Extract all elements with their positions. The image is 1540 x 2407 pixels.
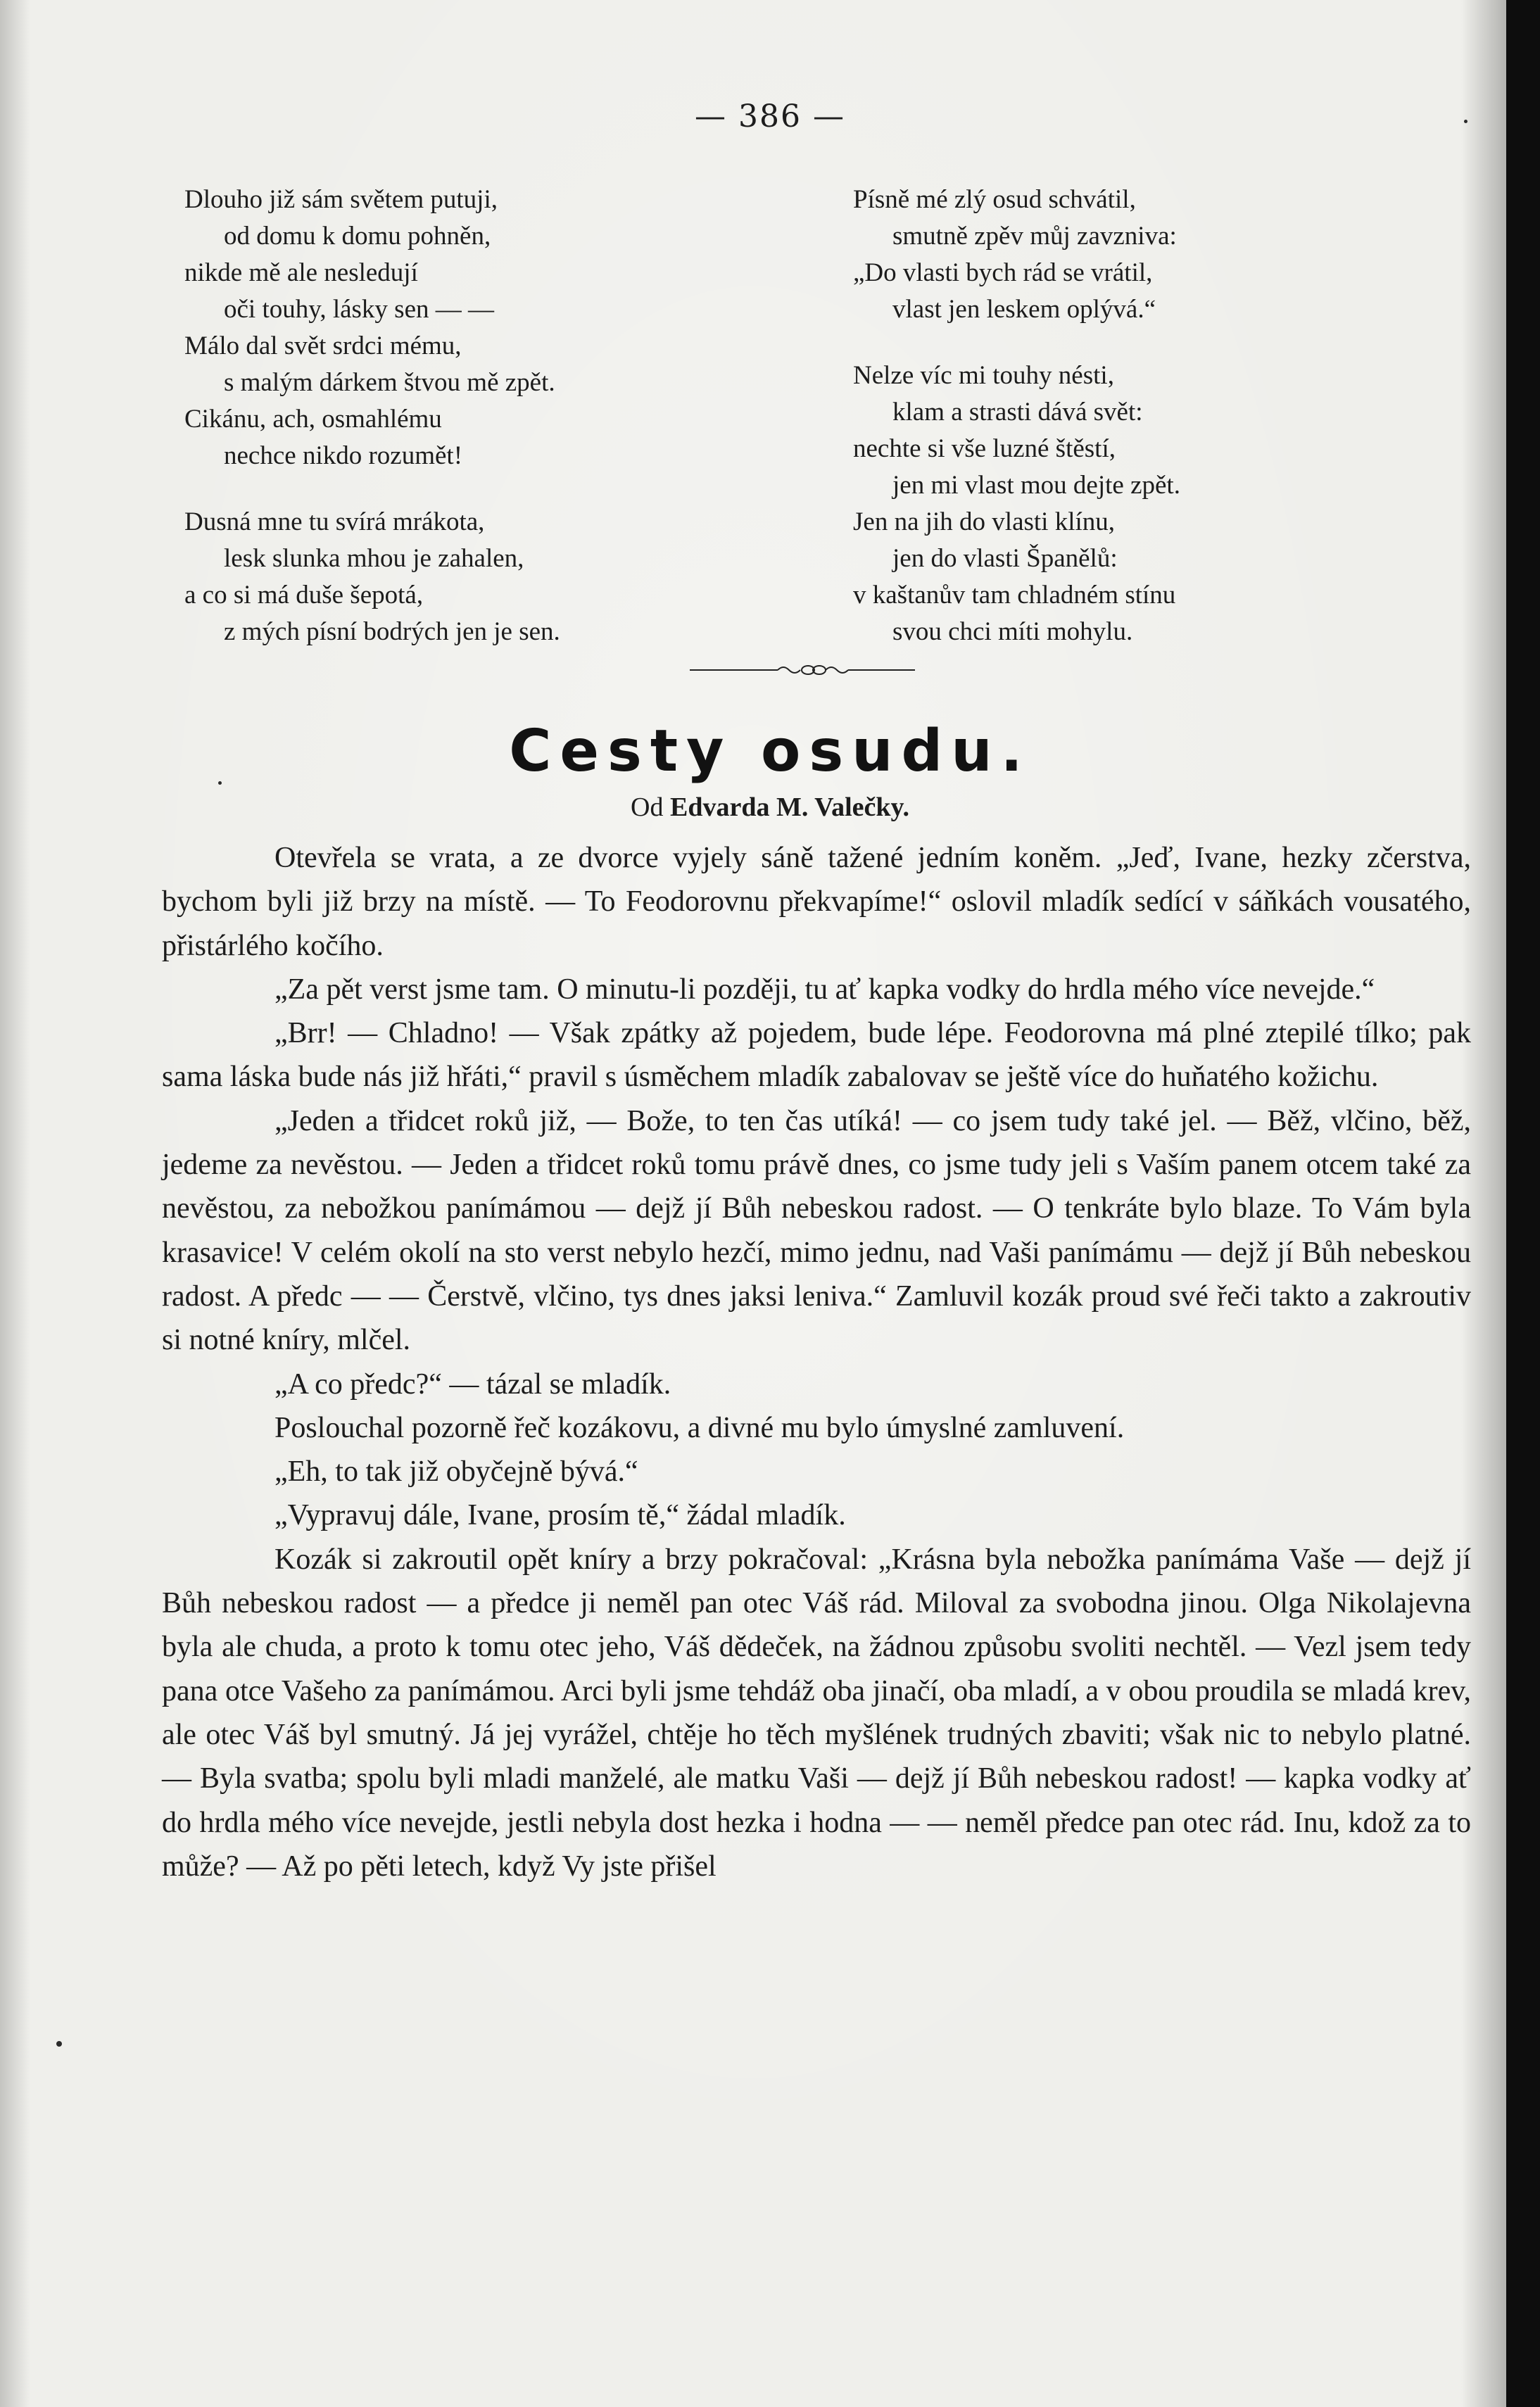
page-number: — 386 — <box>695 99 845 134</box>
poem-line: svou chci míti mohylu. <box>892 617 1133 646</box>
story-paragraph: Poslouchal pozorně řeč kozákovu, a divné mu bylo úmyslné zamluvení. <box>274 1411 1125 1444</box>
story-paragraph: Otevřela se vrata, a ze dvorce vyjely sáně tažené jedním koněm. „Jeď, Ivane, hezky zčerstva, bychom byli již brzy na místě. — To Feodorovnu překvapíme!“ oslovil mladík sedící v sáňkách vousatého, přistárlého kočího. <box>162 842 1471 962</box>
ornament-divider <box>690 662 915 678</box>
story-body <box>162 836 1471 1888</box>
story-paragraph: „Vypravuj dále, Ivane, prosím tě,“ žádal mladík. <box>274 1499 846 1532</box>
story-paragraph: „Jeden a třidcet roků již, — Bože, to ten čas utíká! — co jsem tudy také jel. — Běž, vlčino, běž, jedeme za nevěstou. — Jeden a třidcet roků tomu právě dnes, co jsme tudy jeli s Vaším panem otcem také za nevěstou, za nebožkou panímámou — dejž jí Bůh nebeskou radost. — O tenkráte bylo blaze. To Vám byla krasavice! V celém okolí na sto verst nebylo hezčí, mimo jednu, nad Vaši panímámu — dejž jí Bůh nebeskou radost. A předc — — Čerstvě, vlčino, tys dnes jaksi leniva.“ Zamluvil kozák proud své řeči takto a zakroutiv si notné kníry, mlčel. <box>162 1104 1471 1357</box>
poem-line: nechte si vše luzné štěstí, <box>853 434 1116 463</box>
poem-line: klam a strasti dává svět: <box>892 398 1143 427</box>
poem-line: nechce nikdo rozumět! <box>224 441 463 470</box>
story-paragraph: „A co předc?“ — tázal se mladík. <box>274 1367 671 1401</box>
poem-line: od domu k domu pohněn, <box>224 222 491 251</box>
poem-line: Dlouho již sám světem putuji, <box>184 185 498 214</box>
poem-line: Jen na jih do vlasti klínu, <box>853 507 1116 536</box>
print-speck <box>56 2041 62 2047</box>
poem-line: smutně zpěv můj zavzniva: <box>892 222 1177 251</box>
poem-line: Cikánu, ach, osmahlému <box>184 405 442 434</box>
poem-stanza <box>184 504 705 650</box>
poem-line: Písně mé zlý osud schvátil, <box>853 185 1136 214</box>
story-paragraph: Kozák si zakroutil opět kníry a brzy pokračoval: „Krásna byla nebožka panímáma Vaše — dejž jí Bůh nebeskou radost — a předce ji neměl pan otec Váš rád. Miloval za svobodna jinou. Olga Nikolajevna byla ale chuda, a proto k tomu otec jeho, Váš dědeček, na žádnou způsobu svoliti nechtěl. — Vezl jsem tedy pana otce Vašeho za panímámou. Arci byli jsme tehdáž oba jinačí, oba mladí, a v obou proudila se mladá krev, ale otec Váš byl smutný. Já jej vyrážel, chtěje ho těch myšlének trudných zbaviti; však nic to nebylo platné. — Byla svatba; spolu byli mladi manželé, ale matku Vaši — dejž jí Bůh nebeskou radost! — kapka vodky ať do hrdla mého více nevejde, jestli nebyla dost hezka i hodna — — neměl předce pan otec rád. Inu, kdož za to může? — Až po pěti letech, když Vy jste přišel <box>162 1543 1471 1883</box>
poem-line: lesk slunka mhou je zahalen, <box>224 544 524 573</box>
print-speck <box>1464 120 1468 123</box>
poem-line: oči touhy, lásky sen — — <box>224 295 495 324</box>
story-paragraph: „Za pět verst jsme tam. O minutu-li později, tu ať kapka vodky do hrdla mého více nevejde.“ <box>274 973 1375 1006</box>
poem-stanza <box>184 182 705 474</box>
poem-line: nikde mě ale nesledují <box>184 258 418 287</box>
byline-prefix: Od <box>631 792 664 822</box>
story-paragraph: „Eh, to tak již obyčejně bývá.“ <box>274 1455 638 1489</box>
poem-line: s malým dárkem štvou mě zpět. <box>224 368 555 397</box>
poem-line: Dusná mne tu svírá mrákota, <box>184 507 485 536</box>
poem-line: a co si má duše šepotá, <box>184 581 424 609</box>
story-title: Cesty osudu. <box>509 718 1031 785</box>
poem-line: z mých písní bodrých jen je sen. <box>224 617 560 646</box>
story-paragraph: „Brr! — Chladno! — Však zpátky až pojedem, bude lépe. Feodorovna má plné ztepilé tílko; pak sama láska bude nás již hřáti,“ pravil s úsměchem mladík zabalovav se ještě více do huňatého kožichu. <box>162 1017 1471 1094</box>
poem-line: Málo dal svět srdci mému, <box>184 331 462 360</box>
poem-stanza <box>853 358 1388 650</box>
poem-line: Nelze víc mi touhy nésti, <box>853 361 1114 390</box>
poem-line: vlast jen leskem oplývá.“ <box>892 295 1156 324</box>
poem-right-column <box>853 182 1388 680</box>
story-byline <box>0 792 1540 823</box>
poem-line: v kaštanův tam chladném stínu <box>853 581 1176 609</box>
scan-border <box>1506 0 1540 2407</box>
poem-left-column <box>184 182 705 680</box>
poem-line: „Do vlasti bych rád se vrátil, <box>853 258 1153 287</box>
poem-line: jen do vlasti Španělů: <box>892 544 1118 573</box>
author-name: Edvarda M. Valečky. <box>670 792 909 822</box>
poem-line: jen mi vlast mou dejte zpět. <box>892 471 1180 500</box>
print-speck <box>218 781 222 785</box>
poem-stanza <box>853 182 1388 328</box>
